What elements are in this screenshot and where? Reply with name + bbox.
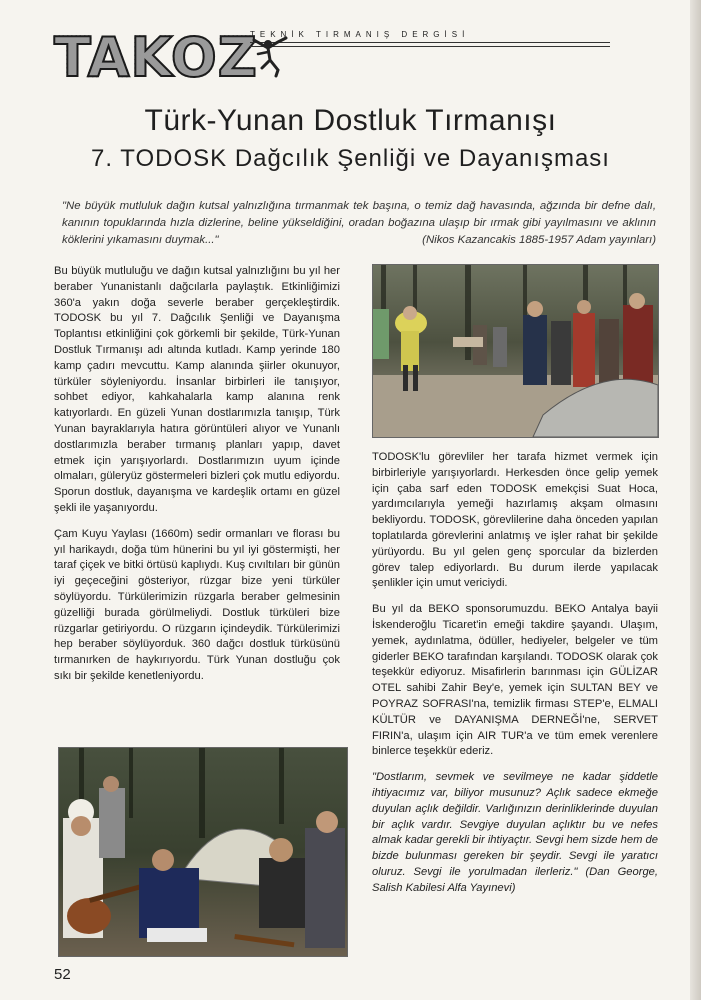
left-column [54, 264, 340, 695]
right-paragraph-1: TODOSK'lu görevliler her tarafa hizmet vermek için birbirleriyle yarışıyorlardı. Herkesden önce gelip yemek için çaba sarf eden TODOSK emekçisi Suat Hoca, yardımcılarıyla yemeği hazırlamış akşam olmasını bekliyordu. TODOSK, görevlilerine daha önceden yapılan toplatılarda görevlerini anlatmış ve işler rahat bir şekilde yürüyordu. Bu yıl gelen genç sporcular da bizlerden görev talep ediyorlardı. Bu durum ilerde yapılacak şenlikler için umut vericiydi. [372, 451, 658, 590]
photo-forest-gathering-image [373, 265, 658, 437]
opening-quote-source: (Nikos Kazancakis 1885-1957 Adam yayınları) [422, 234, 656, 246]
photo-camp-musicians-image [59, 748, 347, 956]
masthead [52, 22, 612, 92]
magazine-logo: TAKOZ [54, 26, 258, 89]
article-title: Türk-Yunan Dostluk Tırmanışı [144, 104, 557, 137]
right-paragraph-2: Bu yıl da BEKO sponsorumuzdu. BEKO Antalya bayii İskenderoğlu Ticaret'in emeği takdire şayandı. Ulaşım, yemek, aydınlatma, ödüller, hediyeler, belgeler ve tüm giderler BEKO tarafından karşılandı. TODOSK olarak çok teşekkür ediyoruz. Misafirlerin barınması için GÜLİZAR OTEL sahibi Zahir Bey'e, yemek için SULTAN BEY ve POYRAZ SOFRASI'na, temizlik firması STEP'e, ELMALI KÜLTÜR ve DAYANIŞMA DERNEĞİ'ne, SERVET FIRIN'a, ulaşım için AIR TUR'a ve tüm emek verenlere binlerce teşekkür ederiz. [372, 603, 658, 758]
left-paragraph-2: Çam Kuyu Yaylası (1660m) sedir ormanları ve florası bu yıl harikaydı, doğa tüm hünerini bu yıl iyi göstermişti, her taraf çiçek ve bitki örtüsü kaplıydı. Kuş cıvıltıları bir günün iyi geçeceğini gösteriyor, rüzgar bize yeni türküler söylüyordu. Türkülerimizin rüzgarla beraber gelmesinin güzelliği burada görülmeliydi. Dostluk türküleri bize rüzgarlar getiriyordu. O rüzgarın içindeydik. Türkülerimizi hep beraber söylüyorduk. 360 dağcı dostluk türküsünü tırmanırken de haykırıyordu. Türk Yunan dostluğu çok sıkı bir şekilde kenetleniyordu. [54, 527, 340, 682]
climber-icon [248, 34, 292, 80]
opening-quote [62, 198, 656, 249]
photo-camp-musicians [58, 747, 348, 957]
page-number: 52 [54, 966, 71, 983]
opening-quote-text: "Ne büyük mutluluk dağın kutsal yalnızlığına tırmanmak tek başına, o temiz dağ havasında, ağzında bir defne dalı, kanının topuklarında hızla dizlerine, beline yükseldiğini, oradan boğazına ulaşıp bir ırmak gibi yayılmasını ve aklının köklerini yıkamasını duymak..." [62, 200, 656, 246]
magazine-subtitle: TEKNİK TIRMANIŞ DERGİSİ [250, 30, 470, 39]
right-column [372, 450, 658, 907]
article-subtitle: 7. TODOSK Dağcılık Şenliği ve Dayanışması [91, 145, 610, 172]
photo-forest-gathering [372, 264, 659, 438]
left-paragraph-1: Bu büyük mutluluğu ve dağın kutsal yalnızlığını bu yıl her beraber Yunanistanlı dağcılarla paylaştık. Etkinliğimizi 360'a yakın doğa severle beraber gerçekleştirdik. TODOSK bu yıl 7. Dağcılık Şenliği ve Dayanışma Toplantısı etkinliğini çok görkemli bir şekilde, Türk-Yunan Dostluk Tırmanışı adı altında kutladı. Kamp yerinde 180 kamp çadırı mevcuttu. Kamp alanında şiirler okunuyor, türküler söyleniyordu. İnsanlar birbirleri ile tanışıyor, sohbet ediyor, kahkahalarla kamp alanına renk katıyorlardı. En güzeli Yunan dostlarımızla tanışıp, Türk Yunan bayraklarıyla hatıra görüntüleri alıyor ve Yunanlı dostlarımızla beraber tırmanış planları yapıp, davet etmek için yarışıyorlardı. Dostlarımızın uyum içinde olmaları, güleryüz göstermeleri bizleri çok mutlu ediyordu. Sporun dostluk, dayanışma ve kardeşlik ortamı en güzel şekli ile yaşanıyordu. [54, 265, 340, 514]
closing-quote: "Dostlarım, sevmek ve sevilmeye ne kadar şiddetle ihtiyacımız var, biliyor musunuz? Açlık sadece ekmeğe duyulan açlık değildir. Varlığınızın derinliklerinde duyulan bir açlık vardır. Sevgiye duyulan açlıktır bu ve nefes almak kadar gerekli bir ihtiyaçtır. Sevgi hem sizde hem de bizde bulunması gereken bir şeydir. Sevgi ile yaratıcı oluruz. Sevgi ile yorulmadan ilerleriz." (Dan George, Salish Kabilesi Alfa Yayınevi) [372, 771, 658, 894]
page-edge-shadow [690, 0, 701, 1000]
masthead-rule [250, 42, 610, 47]
